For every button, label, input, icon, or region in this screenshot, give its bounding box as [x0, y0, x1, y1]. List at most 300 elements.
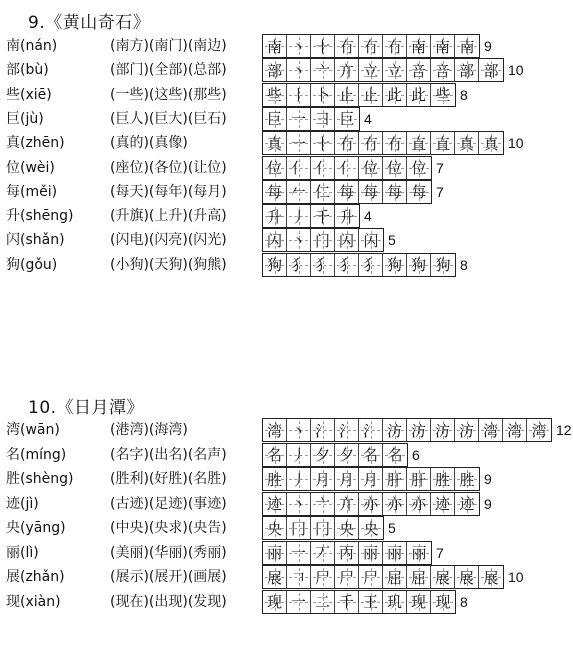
stroke-cell: [407, 254, 431, 276]
stroke-glyph: 狗: [410, 256, 426, 275]
stroke-cell: [359, 468, 383, 490]
stroke-glyph: 千: [314, 207, 330, 226]
stroke-cell: [335, 157, 359, 179]
stroke-glyph: 夕: [338, 446, 354, 464]
stroke-order-grid: [262, 541, 432, 565]
stroke-cell: [383, 157, 407, 179]
character-pinyin: 丽(lì): [6, 544, 39, 561]
stroke-cell: [311, 591, 335, 613]
character-entry: [0, 106, 573, 132]
stroke-glyph: 展: [483, 568, 499, 587]
character-pinyin: 闪(shǎn): [6, 232, 65, 249]
character-pinyin: 部(bù): [6, 62, 49, 79]
stroke-glyph: 冂: [290, 519, 306, 538]
stroke-cell: [383, 59, 407, 81]
stroke-cell: [455, 132, 479, 154]
stroke-cell: [311, 566, 335, 588]
stroke-order-grid: [262, 156, 432, 180]
stroke-cell: [263, 205, 287, 227]
stroke-cell: [263, 591, 287, 613]
stroke-glyph: 湾: [482, 421, 498, 440]
character-pinyin: 现(xiàn): [6, 593, 61, 610]
stroke-glyph: 冇: [338, 37, 354, 56]
stroke-cell: [335, 566, 359, 588]
stroke-cell: [383, 35, 407, 57]
stroke-glyph: 位: [411, 159, 427, 177]
stroke-glyph: 十: [314, 37, 330, 56]
stroke-cell: [479, 566, 503, 588]
stroke-glyph: 每: [411, 183, 427, 202]
stroke-glyph: 𠃍: [290, 568, 306, 587]
stroke-glyph: 亦: [410, 495, 426, 513]
stroke-cell: [263, 229, 287, 251]
character-entry: [0, 417, 573, 443]
stroke-cell: [335, 181, 359, 203]
stroke-glyph: 些: [266, 86, 282, 105]
stroke-cell: [431, 468, 455, 490]
stroke-glyph: 屈: [410, 568, 426, 587]
stroke-glyph: 十: [314, 134, 330, 153]
stroke-order-grid: [262, 180, 432, 204]
stroke-glyph: 位: [362, 159, 378, 177]
stroke-glyph: 湾: [506, 421, 522, 440]
stroke-glyph: 些: [435, 86, 451, 105]
stroke-cell: [359, 132, 383, 154]
stroke-glyph: 闪: [338, 231, 354, 250]
stroke-order-grid: [262, 443, 408, 467]
character-pinyin: 些(xiē): [6, 86, 52, 103]
stroke-glyph: 直: [434, 134, 450, 153]
character-entry: [0, 33, 573, 59]
stroke-cell: [311, 542, 335, 564]
stroke-cell: [287, 84, 311, 106]
stroke-glyph: 此: [386, 86, 402, 105]
stroke-glyph: 丽: [411, 544, 427, 562]
character-pinyin: 真(zhēn): [6, 135, 65, 152]
stroke-glyph: 卜: [314, 86, 330, 105]
stroke-glyph: 尸: [314, 568, 330, 587]
stroke-cell: [335, 493, 359, 515]
stroke-glyph: 狗: [435, 256, 451, 275]
character-pinyin: 狗(gǒu): [6, 256, 58, 273]
stroke-glyph: 丶: [290, 421, 306, 440]
stroke-cell: [431, 419, 455, 441]
word-examples: (小狗)(天狗)(狗熊): [110, 256, 227, 273]
stroke-glyph: 升: [266, 207, 282, 226]
stroke-glyph: 冇: [338, 134, 354, 153]
stroke-cell: [263, 35, 287, 57]
character-entry: [0, 540, 573, 566]
stroke-glyph: 央: [266, 519, 282, 538]
stroke-cell: [431, 59, 455, 81]
stroke-cell: [287, 132, 311, 154]
stroke-glyph: 南: [410, 37, 426, 56]
stroke-count: 8: [460, 256, 468, 273]
stroke-cell: [287, 35, 311, 57]
character-entry: [0, 203, 573, 229]
stroke-glyph: 月: [362, 470, 378, 489]
stroke-order-grid: [262, 565, 504, 589]
stroke-cell: [407, 84, 431, 106]
stroke-glyph: 夕: [314, 446, 330, 464]
word-examples: (展示)(展开)(画展): [110, 569, 227, 585]
stroke-order-grid: [262, 253, 456, 277]
stroke-cell: [335, 132, 359, 154]
stroke-count: 9: [484, 471, 492, 487]
stroke-glyph: 月: [314, 470, 330, 489]
stroke-cell: [359, 59, 383, 81]
stroke-glyph: 犭: [290, 256, 306, 275]
character-entry: [0, 130, 573, 156]
stroke-cell: [311, 35, 335, 57]
stroke-cell: [263, 566, 287, 588]
stroke-cell: [263, 59, 287, 81]
stroke-cell: [311, 444, 335, 466]
stroke-cell: [383, 419, 407, 441]
stroke-glyph: 王: [362, 593, 378, 611]
stroke-cell: [383, 181, 407, 203]
character-pinyin: 湾(wān): [6, 422, 60, 438]
word-examples: (美丽)(华丽)(秀丽): [110, 544, 227, 561]
stroke-glyph: 冂: [314, 519, 330, 538]
stroke-cell: [407, 542, 431, 564]
character-entry: [0, 227, 573, 253]
stroke-cell: [335, 542, 359, 564]
stroke-cell: [287, 542, 311, 564]
stroke-cell: [407, 132, 431, 154]
word-examples: (座位)(各位)(让位): [110, 159, 227, 176]
stroke-order-grid: [262, 107, 360, 131]
stroke-cell: [287, 444, 311, 466]
word-examples: (中央)(央求)(央告): [110, 520, 227, 536]
stroke-cell: [407, 35, 431, 57]
word-examples: (闪电)(闪亮)(闪光): [110, 232, 227, 249]
stroke-count: 7: [436, 544, 444, 561]
stroke-order-grid: [262, 58, 504, 82]
stroke-cell: [311, 205, 335, 227]
stroke-cell: [311, 181, 335, 203]
stroke-glyph: 湾: [531, 421, 547, 440]
stroke-cell: [407, 59, 431, 81]
word-examples: (胜利)(好胜)(名胜): [110, 471, 227, 487]
stroke-cell: [263, 542, 287, 564]
stroke-cell: [287, 181, 311, 203]
stroke-cell: [383, 591, 407, 613]
stroke-cell: [311, 59, 335, 81]
stroke-glyph: 屈: [386, 568, 402, 587]
stroke-glyph: 氵: [362, 421, 378, 440]
stroke-cell: [287, 468, 311, 490]
stroke-cell: [311, 108, 335, 130]
stroke-cell: [287, 59, 311, 81]
stroke-cell: [287, 493, 311, 515]
stroke-cell: [383, 444, 407, 466]
stroke-glyph: 每: [266, 183, 282, 202]
stroke-cell: [335, 84, 359, 106]
stroke-glyph: 亦: [386, 495, 402, 513]
stroke-cell: [407, 468, 431, 490]
stroke-cell: [407, 493, 431, 515]
stroke-cell: [455, 419, 479, 441]
stroke-cell: [431, 493, 455, 515]
stroke-order-grid: [262, 590, 456, 614]
stroke-cell: [287, 229, 311, 251]
stroke-cell: [455, 493, 479, 515]
stroke-cell: [263, 468, 287, 490]
stroke-glyph: 闪: [363, 231, 379, 250]
stroke-glyph: 亣: [338, 495, 354, 513]
stroke-cell: [527, 419, 551, 441]
stroke-cell: [383, 132, 407, 154]
stroke-glyph: 央: [363, 519, 379, 538]
stroke-glyph: 彐: [314, 110, 330, 129]
stroke-glyph: 丿: [290, 207, 306, 226]
stroke-cell: [335, 591, 359, 613]
stroke-glyph: 冇: [386, 134, 402, 153]
stroke-glyph: 现: [435, 593, 451, 611]
character-pinyin: 名(míng): [6, 446, 67, 463]
stroke-cell: [335, 468, 359, 490]
stroke-cell: [359, 84, 383, 106]
stroke-glyph: 立: [386, 61, 402, 80]
stroke-count: 10: [508, 62, 524, 79]
stroke-glyph: 现: [410, 593, 426, 611]
stroke-glyph: 迹: [434, 495, 450, 513]
stroke-glyph: 展: [434, 568, 450, 587]
stroke-cell: [311, 229, 335, 251]
stroke-cell: [311, 419, 335, 441]
stroke-glyph: 丶: [290, 231, 306, 250]
stroke-glyph: 亻: [338, 159, 354, 177]
character-pinyin: 迹(jì): [6, 495, 39, 512]
stroke-count: 5: [388, 232, 396, 249]
stroke-glyph: 尸: [338, 568, 354, 587]
stroke-glyph: 亣: [338, 61, 354, 80]
stroke-glyph: 狗: [386, 256, 402, 275]
stroke-cell: [359, 181, 383, 203]
stroke-cell: [407, 591, 431, 613]
stroke-count: 5: [388, 520, 396, 536]
stroke-cell: [311, 84, 335, 106]
stroke-cell: [311, 468, 335, 490]
stroke-glyph: 胜: [459, 470, 475, 489]
character-entry: [0, 466, 573, 492]
word-examples: (每天)(每年)(每月): [110, 183, 227, 200]
stroke-glyph: 丙: [338, 544, 354, 562]
stroke-cell: [263, 181, 287, 203]
stroke-glyph: 真: [483, 134, 499, 153]
stroke-cell: [311, 132, 335, 154]
stroke-count: 9: [484, 495, 492, 512]
stroke-glyph: 位: [266, 159, 282, 177]
stroke-glyph: 丽: [266, 544, 282, 562]
stroke-cell: [287, 254, 311, 276]
stroke-glyph: 一: [290, 110, 306, 129]
stroke-cell: [263, 517, 287, 539]
stroke-glyph: 南: [434, 37, 450, 56]
stroke-cell: [287, 517, 311, 539]
stroke-glyph: 部: [483, 61, 499, 80]
stroke-glyph: 真: [458, 134, 474, 153]
stroke-glyph: 千: [338, 593, 354, 611]
stroke-cell: [359, 542, 383, 564]
stroke-cell: [311, 493, 335, 515]
stroke-glyph: 尸: [362, 568, 378, 587]
stroke-glyph: 一: [290, 544, 306, 562]
stroke-glyph: 每: [362, 183, 378, 202]
stroke-cell: [455, 59, 479, 81]
stroke-cell: [335, 229, 359, 251]
stroke-cell: [431, 591, 455, 613]
stroke-count: 10: [508, 135, 524, 152]
stroke-glyph: 犭: [314, 256, 330, 275]
stroke-glyph: 部: [266, 61, 282, 80]
stroke-cell: [287, 157, 311, 179]
character-entry: [0, 515, 573, 541]
lesson-title: 9.《黄山奇石》: [28, 13, 151, 33]
character-pinyin: 每(měi): [6, 183, 58, 200]
stroke-glyph: 展: [266, 568, 282, 587]
stroke-glyph: 胜: [266, 470, 282, 489]
stroke-glyph: 每: [386, 183, 402, 202]
word-examples: (南方)(南门)(南边): [110, 38, 227, 54]
character-entry: [0, 155, 573, 181]
stroke-cell: [479, 59, 503, 81]
word-examples: (一些)(这些)(那些): [110, 86, 227, 103]
stroke-cell: [431, 35, 455, 57]
stroke-count: 7: [436, 183, 444, 200]
stroke-glyph: 现: [266, 593, 282, 611]
stroke-order-grid: [262, 83, 456, 107]
stroke-count: 9: [484, 38, 492, 54]
character-pinyin: 胜(shèng): [6, 471, 74, 487]
stroke-glyph: 央: [338, 519, 354, 538]
stroke-order-grid: [262, 34, 480, 58]
stroke-cell: [335, 108, 359, 130]
stroke-order-grid: [262, 131, 504, 155]
stroke-glyph: 名: [362, 446, 378, 464]
stroke-glyph: 咅: [434, 61, 450, 80]
stroke-glyph: 门: [314, 231, 330, 250]
stroke-glyph: 丽: [362, 544, 378, 562]
stroke-cell: [431, 254, 455, 276]
stroke-cell: [335, 444, 359, 466]
character-entry: [0, 82, 573, 108]
stroke-cell: [359, 444, 383, 466]
stroke-glyph: 肝: [410, 470, 426, 489]
stroke-glyph: 丆: [314, 544, 330, 562]
stroke-cell: [311, 157, 335, 179]
stroke-glyph: 丨: [290, 86, 306, 105]
stroke-glyph: 湾: [266, 421, 282, 440]
stroke-glyph: 冇: [362, 134, 378, 153]
stroke-glyph: 丶: [290, 37, 306, 56]
stroke-glyph: 迹: [459, 495, 475, 513]
character-entry: [0, 179, 573, 205]
stroke-glyph: 南: [459, 37, 475, 56]
stroke-cell: [383, 254, 407, 276]
stroke-glyph: 升: [339, 207, 355, 226]
stroke-glyph: 冇: [362, 37, 378, 56]
stroke-count: 4: [364, 208, 372, 225]
stroke-cell: [335, 35, 359, 57]
stroke-glyph: 真: [266, 134, 282, 153]
stroke-glyph: 丶: [290, 61, 306, 80]
stroke-glyph: 咅: [410, 61, 426, 80]
stroke-cell: [263, 132, 287, 154]
stroke-order-grid: [262, 492, 480, 516]
character-entry: [0, 252, 573, 278]
stroke-glyph: 亻: [314, 159, 330, 177]
stroke-cell: [263, 493, 287, 515]
stroke-cell: [359, 157, 383, 179]
word-examples: (名字)(出名)(名声): [110, 446, 227, 463]
stroke-cell: [359, 566, 383, 588]
stroke-glyph: 展: [458, 568, 474, 587]
stroke-glyph: 𠂉: [290, 183, 306, 202]
lesson-title: 10.《日月潭》: [28, 398, 145, 418]
stroke-cell: [455, 468, 479, 490]
stroke-order-grid: [262, 516, 384, 540]
stroke-count: 7: [436, 159, 444, 176]
stroke-glyph: 巨: [266, 110, 282, 129]
stroke-glyph: 一: [290, 134, 306, 153]
stroke-cell: [287, 108, 311, 130]
stroke-cell: [359, 591, 383, 613]
stroke-glyph: 月: [338, 470, 354, 489]
stroke-count: 8: [460, 86, 468, 103]
stroke-glyph: 二: [314, 593, 330, 611]
stroke-cell: [335, 517, 359, 539]
stroke-glyph: 丶: [290, 495, 306, 513]
stroke-cell: [335, 205, 359, 227]
stroke-glyph: 犭: [362, 256, 378, 275]
stroke-glyph: 丿: [290, 446, 306, 464]
stroke-cell: [311, 517, 335, 539]
character-pinyin: 升(shēng): [6, 208, 74, 225]
character-pinyin: 位(wèi): [6, 159, 55, 176]
stroke-glyph: 直: [410, 134, 426, 153]
stroke-glyph: 亦: [362, 495, 378, 513]
word-examples: (部门)(全部)(总部): [110, 62, 227, 79]
stroke-cell: [479, 419, 503, 441]
stroke-glyph: 胜: [434, 470, 450, 489]
stroke-cell: [431, 132, 455, 154]
stroke-cell: [287, 419, 311, 441]
stroke-cell: [383, 566, 407, 588]
stroke-cell: [263, 84, 287, 106]
stroke-cell: [359, 493, 383, 515]
character-entry: [0, 589, 573, 615]
stroke-cell: [431, 566, 455, 588]
stroke-glyph: 止: [362, 86, 378, 105]
stroke-glyph: 汸: [410, 421, 426, 440]
stroke-glyph: 丽: [386, 544, 402, 562]
character-entry: [0, 564, 573, 590]
stroke-glyph: 一: [290, 593, 306, 611]
stroke-cell: [263, 419, 287, 441]
word-examples: (现在)(出现)(发现): [110, 593, 227, 610]
stroke-cell: [311, 254, 335, 276]
stroke-order-grid: [262, 467, 480, 491]
character-pinyin: 央(yāng): [6, 520, 66, 536]
stroke-glyph: 部: [458, 61, 474, 80]
stroke-glyph: 玑: [386, 593, 402, 611]
stroke-glyph: 每: [338, 183, 354, 202]
character-entry: [0, 491, 573, 517]
stroke-cell: [287, 591, 311, 613]
character-entry: [0, 57, 573, 83]
